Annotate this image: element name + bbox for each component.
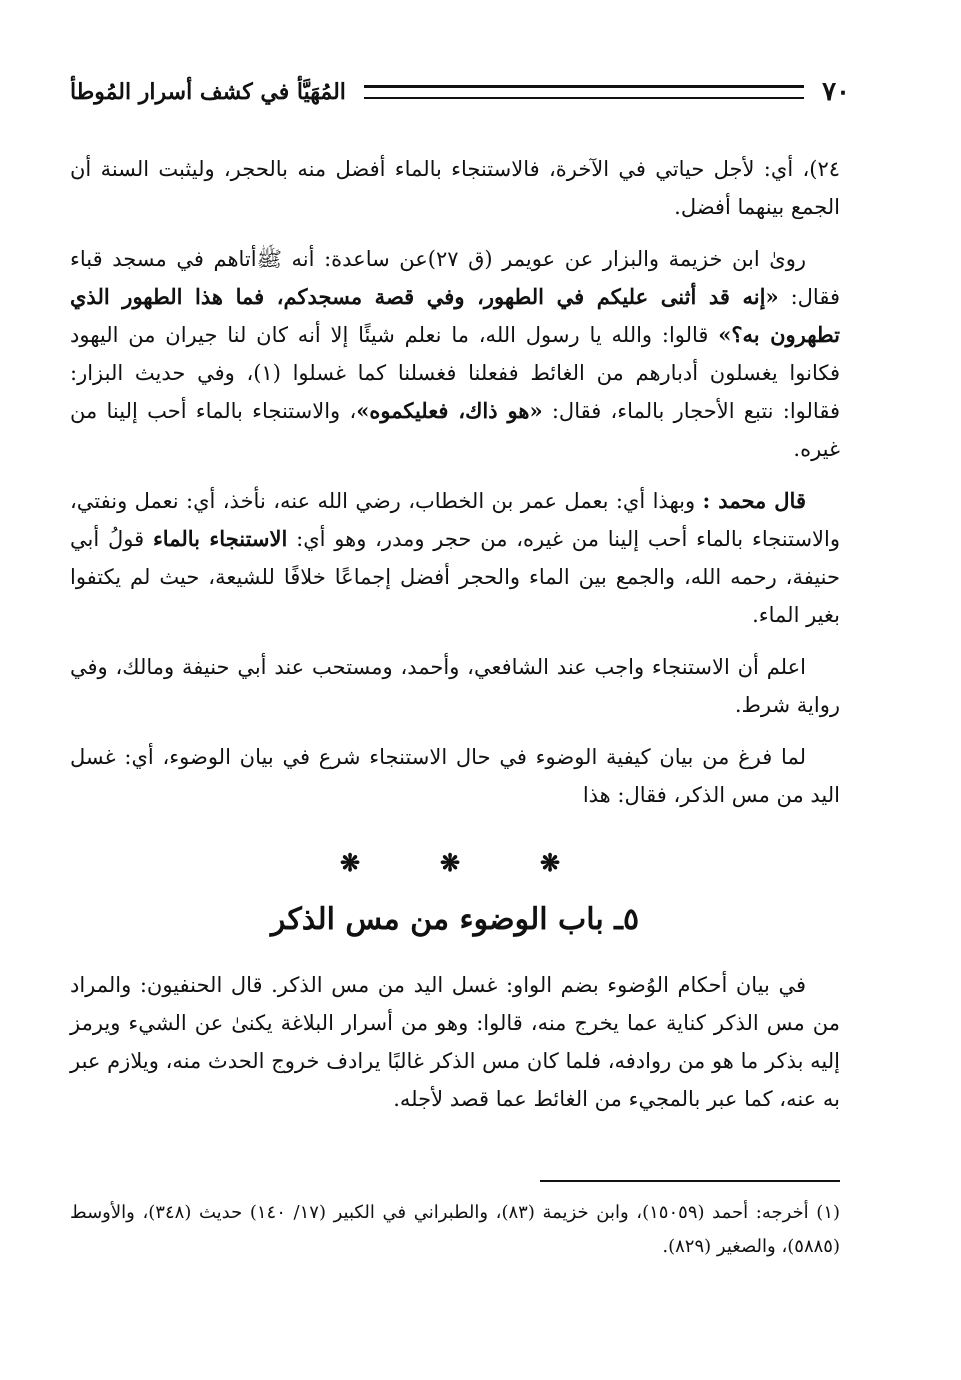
hadith-quote-1: «إنه قد أثنى عليكم في الطهور، وفي قصة مسجدكم، فما هذا الطهور الذي تطهرون به؟» bbox=[70, 284, 840, 347]
main-text bbox=[70, 150, 840, 828]
section-separator bbox=[300, 848, 600, 877]
paragraph-2-part-a: روىٰ ابن خزيمة والبزار عن عويمر (ق ٢٧)عن ساعدة: أنه ﷺأتاهم في مسجد قباء فقال: bbox=[70, 247, 840, 309]
page-number: ٧٠ bbox=[822, 77, 850, 107]
chapter-body bbox=[70, 966, 840, 1118]
paragraph-3 bbox=[70, 482, 840, 634]
paragraph-1: ٢٤)، أي: لأجل حياتي في الآخرة، فالاستنجاء بالماء أفضل منه بالحجر، وليثبت السنة أن الجمع بينهما أفضل. bbox=[70, 157, 840, 219]
running-title: المُهَيَّأ في كشف أسرار المُوطأ bbox=[70, 79, 346, 105]
paragraph-2-part-b: قالوا: والله يا رسول الله، ما نعلم شيئًا إلا أنه كان لنا جيران من اليهود فكانوا يغسلون أدبارهم من الغائط ففعلنا فغسلنا كما غسلوا (١)، وفي حديث البزار: فقالوا: نتبع الأحجار بالماء، فقال: bbox=[70, 323, 840, 423]
star-ornament-icon: ❋ bbox=[439, 848, 461, 877]
hadith-quote-2: «هو ذاك، فعليكموه» bbox=[356, 398, 543, 423]
paragraph-5: لما فرغ من بيان كيفية الوضوء في حال الاستنجاء شرع في بيان الوضوء، أي: غسل اليد من مس الذكر، فقال: هذا bbox=[70, 745, 840, 807]
paragraph-3-part-a: وبهذا أي: بعمل عمر بن الخطاب، رضي الله عنه، نأخذ، أي: نعمل ونفتي، والاستنجاء بالماء أحب إلينا من غيره، من حجر ومدر، وهو أي: bbox=[70, 489, 841, 551]
footnotes bbox=[70, 1196, 840, 1264]
chapter-paragraph: في بيان أحكام الوُضوء بضم الواو: غسل اليد من مس الذكر. قال الحنفيون: والمراد من مس الذكر كناية عما يخرج منه، قالوا: وهو من أسرار البلاغة يكنىٰ عن الشيء ويرمز إليه بذكر ما هو من روادفه، فلما كان مس الذكر غالبًا يرادف خروج الحدث منه، ويلازم عبر به عنه، كما عبر بالمجيء من الغائط عما قصد لأجله. bbox=[70, 973, 840, 1111]
paragraph-3-bold: الاستنجاء بالماء bbox=[152, 526, 288, 551]
header-rule bbox=[364, 85, 804, 99]
paragraph-4: اعلم أن الاستنجاء واجب عند الشافعي، وأحمد، ومستحب عند أبي حنيفة ومالك، وفي رواية شرط. bbox=[70, 655, 840, 717]
paragraph-2-part-c: ، والاستنجاء بالماء أحب إلينا من غيره. bbox=[70, 399, 840, 461]
footnote-1: (١) أخرجه: أحمد (١٥٠٥٩)، وابن خزيمة (٨٣)، والطبراني في الكبير (١٧/ ١٤٠) حديث (٣٤٨)، والأوسط (٥٨٨٥)، والصغير (٨٢٩). bbox=[70, 1202, 841, 1257]
star-ornament-icon: ❋ bbox=[539, 848, 561, 877]
paragraph-2 bbox=[70, 240, 840, 468]
page-header bbox=[70, 72, 850, 112]
paragraph-3-part-b: قولُ أبي حنيفة، رحمه الله، والجمع بين الماء والحجر أفضل إجماعًا خلافًا للشيعة، حيث لم يكتفوا بغير الماء. bbox=[70, 527, 840, 627]
qala-muhammad-label: قال محمد : bbox=[702, 488, 806, 513]
footnote-divider bbox=[540, 1180, 840, 1182]
star-ornament-icon: ❋ bbox=[339, 848, 361, 877]
chapter-heading: ٥ـ باب الوضوء من مس الذكر bbox=[270, 902, 640, 937]
